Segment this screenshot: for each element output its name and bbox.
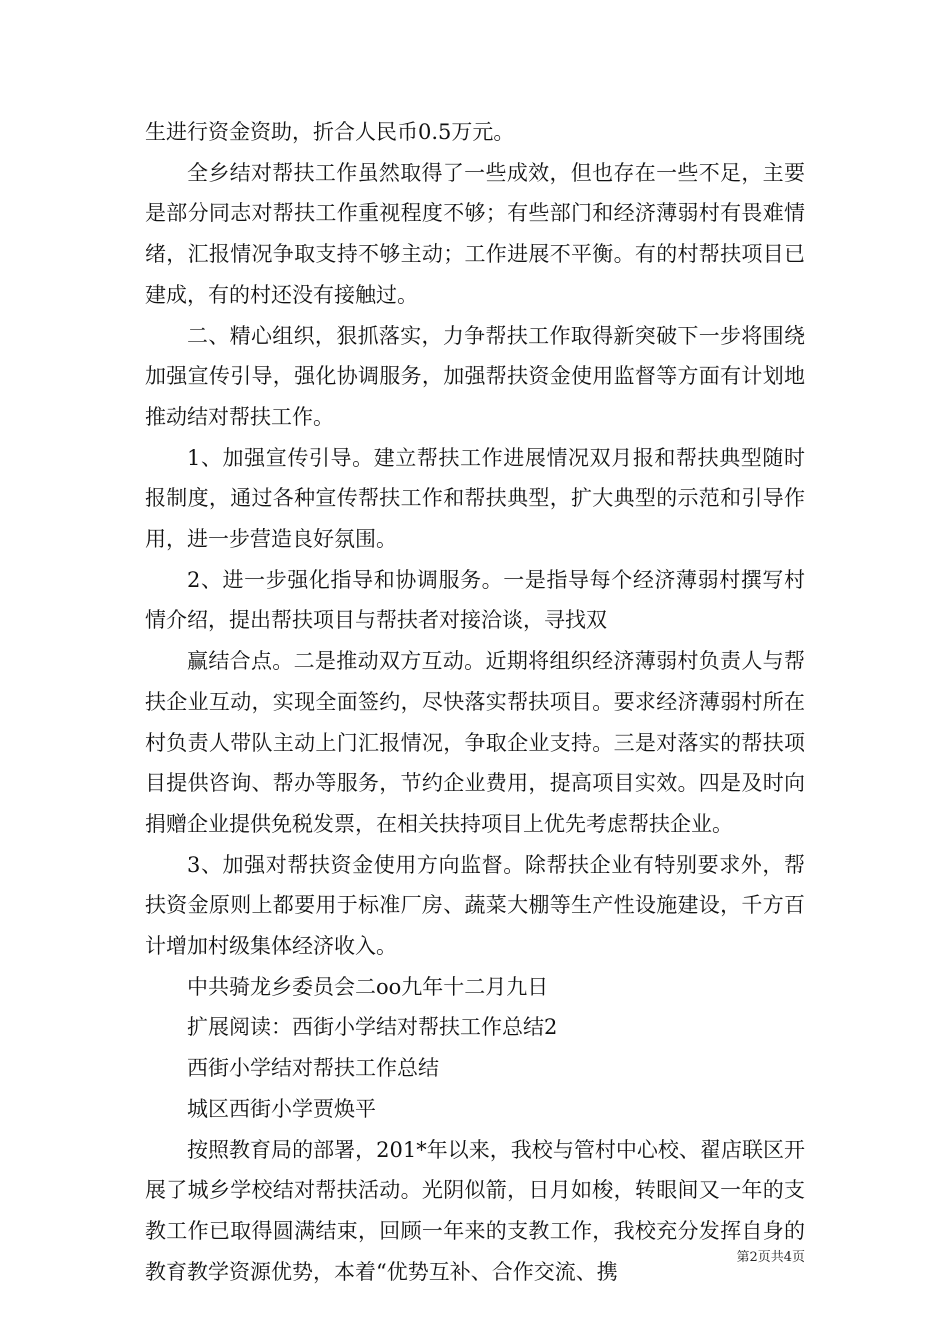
- extended-reading-heading: 扩展阅读：西街小学结对帮扶工作总结2: [187, 1015, 558, 1040]
- paragraph-6: 赢结合点。二是推动双方互动。近期将组织经济薄弱村负责人与帮扶企业互动，实现全面签约，尽快落实帮扶项目。要求经济薄弱村所在村负责人带队主动上门汇报情况，争取企业支持。三是对落实的帮扶项目提供咨询、帮办等服务，节约企业费用，提高项目实效。四是及时向捐赠企业提供免税发票，在相关扶持项目上优先考虑帮扶企业。: [145, 649, 805, 836]
- section-title: 西街小学结对帮扶工作总结: [187, 1056, 439, 1081]
- paragraph-4: 1、加强宣传引导。建立帮扶工作进展情况双月报和帮扶典型随时报制度，通过各种宣传帮扶工作和帮扶典型，扩大典型的示范和引导作用，进一步营造良好氛围。: [145, 445, 805, 552]
- paragraph-3: 二、精心组织，狠抓落实，力争帮扶工作取得新突破下一步将围绕加强宣传引导，强化协调服务，加强帮扶资金使用监督等方面有计划地推动结对帮扶工作。: [145, 323, 805, 429]
- paragraph-5: 2、进一步强化指导和协调服务。一是指导每个经济薄弱村撰写村情介绍，提出帮扶项目与帮扶者对接洽谈，寻找双: [145, 567, 805, 633]
- paragraph-2: 全乡结对帮扶工作虽然取得了一些成效，但也存在一些不足，主要是部分同志对帮扶工作重视程度不够；有些部门和经济薄弱村有畏难情绪，汇报情况争取支持不够主动；工作进展不平衡。有的村帮扶项目已建成，有的村还没有接触过。: [145, 160, 805, 307]
- paragraph-1: 生进行资金资助，折合人民币0.5万元。: [145, 120, 515, 144]
- document-body: [145, 112, 805, 1292]
- paragraph-7: 3、加强对帮扶资金使用方向监督。除帮扶企业有特别要求外，帮扶资金原则上都要用于标准厂房、蔬菜大棚等生产性设施建设，千方百计增加村级集体经济收入。: [145, 852, 805, 959]
- paragraph-12: 按照教育局的部署，201*年以来，我校与管村中心校、翟店联区开展了城乡学校结对帮扶活动。光阴似箭，日月如梭，转眼间又一年的支教工作已取得圆满结束，回顾一年来的支教工作，我校充分发挥自身的教育教学资源优势，本着“优势互补、合作交流、携: [145, 1137, 805, 1284]
- author-line: 城区西街小学贾焕平: [187, 1096, 376, 1121]
- signature-line: 中共骑龙乡委员会二oo九年十二月九日: [187, 974, 549, 999]
- page-number: 第2页共4页: [736, 1250, 805, 1265]
